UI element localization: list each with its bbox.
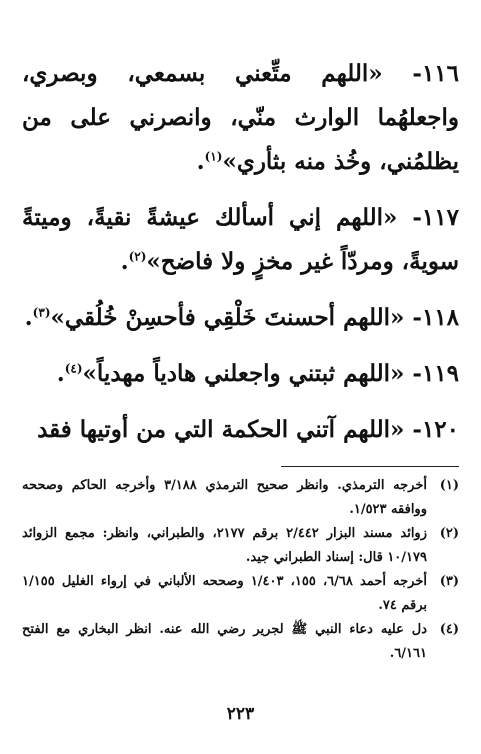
paragraph-116: ١١٦- «اللهم متِّعني بسمعي، وبصري، واجعلهُما الوارث منّي، وانصرني على من يظلمُني، وخُذ منه بثأري»$^{(١)}$. — [22, 60, 459, 175]
footnote-mark: (٤) — [439, 622, 459, 637]
page-number: ٢٢٣ — [226, 704, 255, 724]
paragraph-118: ١١٨- «اللهم أحسنتَ خَلْقِي فأحسِنْ خُلُقي»$^{(٣)}$. — [24, 304, 459, 331]
paragraph-119: ١١٩- «اللهم ثبتني واجعلني هادياً مهدياً»$^{(٤)}$. — [56, 360, 459, 387]
paragraph-number: ١١٨ — [421, 304, 459, 331]
supplication-text: «اللهم متِّعني بسمعي، وبصري، واجعلهُما الوارث منّي، وانصرني على من يظلمُني، وخُذ منه بثأري» — [22, 60, 459, 175]
supplication-text: «اللهم أحسنتَ خَلْقِي فأحسِنْ خُلُقي» — [50, 304, 405, 331]
supplication-text: «اللهم ثبتني واجعلني هادياً مهدياً» — [82, 360, 405, 387]
footnote-text: أخرجه الترمذي. وانظر صحيح الترمذي ٣/١٨٨ وأخرجه الحاكم وصححه ووافقه ١/٥٢٣. — [22, 478, 427, 517]
footnote-mark: (١) — [439, 478, 459, 493]
footnote-ref: (١) — [204, 149, 223, 164]
supplication-text: «اللهم آتني الحكمة التي من أوتيها فقد — [37, 416, 405, 443]
footnote-text: دل عليه دعاء النبي ﷺ لجرير رضي الله عنه. انظر البخاري مع الفتح ٦/١٦١. — [22, 622, 427, 661]
main-text — [22, 52, 459, 464]
footnote-ref: (٣) — [32, 305, 51, 320]
paragraph-number: ١٢٠ — [421, 416, 459, 443]
footnote-4 — [22, 618, 459, 666]
footnotes — [22, 474, 459, 666]
footnote-separator — [281, 466, 459, 467]
footnote-mark: (٢) — [439, 526, 459, 541]
footnote-3 — [22, 570, 459, 618]
paragraph-number: ١١٧ — [421, 204, 459, 231]
footnote-1 — [22, 474, 459, 522]
footnote-ref: (٤) — [64, 361, 83, 376]
footnote-ref: (٢) — [128, 249, 147, 264]
footnote-text: أخرجه أحمد ٦/٦٨، ١٥٥، ١/٤٠٣ وصححه الألباني في إرواء الغليل ١/١٥٥ برقم ٧٤. — [22, 574, 427, 613]
paragraph-117: ١١٧- «اللهم إني أسألك عيشةً نقيةً، وميتةً سويةً، ومردّاً غير مخزٍ ولا فاضح»$^{(٢)}$. — [22, 204, 459, 275]
footnote-mark: (٣) — [439, 574, 459, 589]
paragraph-number: ١١٩ — [421, 360, 459, 387]
footnote-2 — [22, 522, 459, 570]
paragraph-number: ١١٦ — [421, 60, 459, 87]
footnote-text: زوائد مسند البزار ٢/٤٤٢ برقم ٢١٧٧، والطبراني، وانظر: مجمع الزوائد ١٠/١٧٩ قال: إسناد الطبراني جيد. — [22, 526, 427, 565]
supplication-text: «اللهم إني أسألك عيشةً نقيةً، وميتةً سويةً، ومردّاً غير مخزٍ ولا فاضح» — [22, 204, 459, 275]
paragraph-120: ١٢٠- «اللهم آتني الحكمة التي من أوتيها فقد — [37, 416, 459, 443]
